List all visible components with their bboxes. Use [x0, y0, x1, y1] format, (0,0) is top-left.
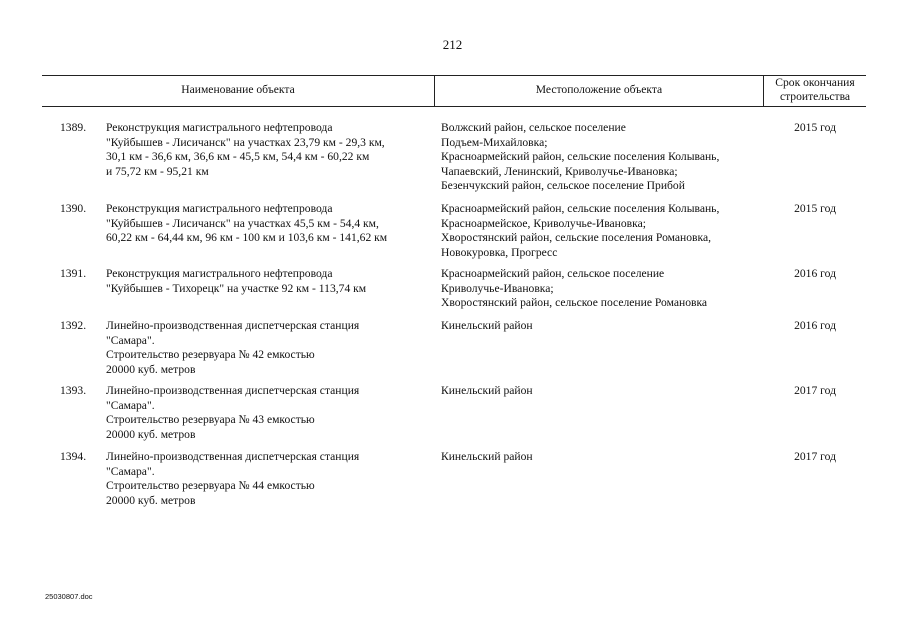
header-term-line: Срок окончания	[775, 76, 855, 89]
object-name-line: Строительство резервуара № 43 емкостью	[106, 413, 315, 427]
object-location-line: Красноармейский район, сельское поселение	[441, 267, 665, 280]
object-name-line: и 75,72 км - 95,21 км	[106, 164, 209, 178]
object-location-line: Кинельский район	[441, 384, 533, 397]
object-location-line: Красноармейский район, сельские поселения Колывань,	[441, 150, 720, 164]
row-number: 1394.	[60, 450, 87, 463]
object-location-line: Криволучье-Ивановка;	[441, 281, 554, 295]
object-location	[441, 267, 761, 311]
object-name-line: Реконструкция магистрального нефтепровода	[106, 121, 333, 134]
table-header	[42, 75, 866, 107]
completion-term: 2017 год	[794, 450, 836, 463]
row-number: 1392.	[60, 319, 87, 332]
object-location	[441, 319, 761, 334]
object-name-line: "Куйбышев - Лисичанск" на участках 45,5 км - 54,4 км,	[106, 216, 379, 230]
object-name-line: 60,22 км - 64,44 км, 96 км - 100 км и 103,6 км - 141,62 км	[106, 231, 388, 245]
object-name-line: 20000 куб. метров	[106, 427, 196, 441]
object-location-line: Кинельский район	[441, 319, 533, 332]
object-name-line: Реконструкция магистрального нефтепровода	[106, 202, 333, 215]
object-location-line: Чапаевский, Ленинский, Криволучье-Ивановка;	[441, 164, 678, 178]
completion-term: 2015 год	[794, 202, 836, 215]
object-location	[441, 450, 761, 465]
object-name	[106, 267, 406, 296]
object-name	[106, 121, 406, 179]
completion-term: 2015 год	[794, 121, 836, 134]
object-name	[106, 450, 406, 508]
object-location-line: Волжский район, сельское поселение	[441, 121, 626, 134]
object-name-line: "Самара".	[106, 464, 155, 478]
object-location-line: Хворостянский район, сельские поселения Романовка,	[441, 231, 712, 245]
row-number: 1391.	[60, 267, 87, 280]
page-number: 212	[442, 37, 463, 52]
object-location-line: Хворостянский район, сельское поселение Романовка	[441, 296, 708, 310]
object-location-line: Безенчукский район, сельское поселение Прибой	[441, 179, 685, 193]
object-name-line: "Самара".	[106, 398, 155, 412]
header-location-column: Местоположение объекта	[535, 83, 663, 96]
object-name-line: Линейно-производственная диспетчерская станция	[106, 384, 360, 397]
object-name-line: 20000 куб. метров	[106, 362, 196, 376]
header-name-column: Наименование объекта	[181, 83, 295, 96]
header-term-column	[764, 76, 866, 104]
object-name-line: Линейно-производственная диспетчерская станция	[106, 450, 360, 463]
object-name-line: "Куйбышев - Тихорецк" на участке 92 км - 113,74 км	[106, 281, 367, 295]
object-location-line: Красноармейский район, сельские поселения Колывань,	[441, 202, 720, 215]
row-number: 1393.	[60, 384, 87, 397]
object-location	[441, 384, 761, 399]
object-name-line: Строительство резервуара № 42 емкостью	[106, 348, 315, 362]
object-location-line: Подъем-Михайловка;	[441, 135, 548, 149]
object-name-line: "Куйбышев - Лисичанск" на участках 23,79 км - 29,3 км,	[106, 135, 385, 149]
object-name-line: "Самара".	[106, 333, 155, 347]
row-number: 1389.	[60, 121, 87, 134]
completion-term: 2016 год	[794, 267, 836, 280]
object-location	[441, 121, 761, 194]
row-number: 1390.	[60, 202, 87, 215]
object-name	[106, 384, 406, 442]
object-name	[106, 202, 406, 246]
object-location	[441, 202, 761, 260]
completion-term: 2017 год	[794, 384, 836, 397]
object-name-line: Линейно-производственная диспетчерская станция	[106, 319, 360, 332]
object-name-line: 30,1 км - 36,6 км, 36,6 км - 45,5 км, 54,4 км - 60,22 км	[106, 150, 370, 164]
completion-term: 2016 год	[794, 319, 836, 332]
object-name-line: Реконструкция магистрального нефтепровода	[106, 267, 333, 280]
object-location-line: Новокуровка, Прогресс	[441, 245, 558, 259]
object-name-line: Строительство резервуара № 44 емкостью	[106, 479, 315, 493]
object-name-line: 20000 куб. метров	[106, 493, 196, 507]
document-code: 25030807.doc	[45, 592, 93, 601]
object-location-line: Красноармейское, Криволучье-Ивановка;	[441, 216, 646, 230]
object-name	[106, 319, 406, 377]
object-location-line: Кинельский район	[441, 450, 533, 463]
header-term-line: строительства	[779, 90, 851, 103]
